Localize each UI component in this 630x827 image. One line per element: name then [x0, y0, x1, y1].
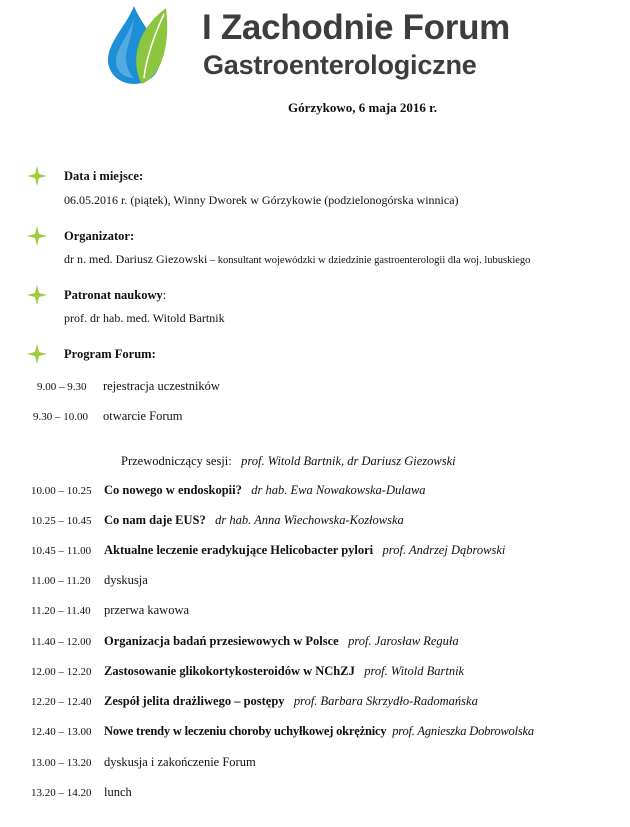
program-item-text: lunch — [104, 785, 132, 799]
organizer-name: dr n. med. Dariusz Giezowski — [64, 252, 208, 266]
section-heading-patronage — [64, 288, 166, 303]
date-location-line: Górzykowo, 6 maja 2016 r. — [287, 100, 437, 115]
page-title: I Zachodnie Forum — [202, 8, 510, 47]
session-chair-names: prof. Witold Bartnik, dr Dariusz Giezowski — [241, 454, 456, 468]
section-body-patronage: prof. dr hab. med. Witold Bartnik — [64, 311, 225, 325]
lecture-speaker: prof. Jarosław Reguła — [348, 634, 459, 648]
program-item — [104, 664, 464, 679]
patronage-heading-text: Patronat naukowy — [64, 288, 163, 302]
program-time: 9.00 – 9.30 — [37, 381, 87, 393]
program-time: 10.00 – 10.25 — [31, 485, 92, 497]
section-body-date-place: 06.05.2016 r. (piątek), Winny Dworek w Górzykowie (podzielonogórska winnica) — [64, 193, 459, 207]
star-bullet-icon — [27, 226, 47, 246]
program-time: 11.00 – 11.20 — [31, 575, 91, 587]
program-item — [104, 724, 534, 739]
patronage-heading-colon: : — [162, 288, 167, 302]
lecture-title: Co nam daje EUS? — [104, 513, 206, 527]
forum-logo — [104, 4, 170, 86]
lecture-title: Aktualne leczenie eradykujące Helicobacter pylori — [104, 543, 374, 557]
star-bullet-icon — [27, 166, 47, 186]
lecture-speaker: prof. Witold Bartnik — [364, 664, 465, 678]
lecture-title: Zastosowanie glikokortykosteroidów w NChZJ — [104, 664, 355, 678]
program-time: 12.20 – 12.40 — [31, 696, 92, 708]
session-chair-label: Przewodniczący sesji: — [121, 454, 232, 468]
program-time: 11.20 – 11.40 — [31, 605, 91, 617]
program-time: 10.25 – 10.45 — [31, 515, 92, 527]
star-bullet-icon — [27, 344, 47, 364]
lecture-title: Nowe trendy w leczeniu choroby uchyłkowej okrężnicy — [104, 724, 387, 738]
organizer-role: – konsultant wojewódzki w dziedzinie gastroenterologii dla woj. lubuskiego — [207, 255, 531, 266]
star-bullet-icon — [27, 285, 47, 305]
session-chair-line — [121, 454, 456, 469]
lecture-speaker: dr hab. Anna Wiechowska-Kozłowska — [215, 513, 404, 527]
program-item — [104, 694, 478, 709]
program-item — [104, 543, 505, 558]
lecture-speaker: prof. Agnieszka Dobrowolska — [392, 724, 534, 738]
program-item — [104, 634, 459, 649]
program-item — [104, 513, 404, 528]
section-heading-date-place: Data i miejsce: — [64, 169, 144, 183]
program-item-text: dyskusja — [104, 573, 148, 587]
program-time: 10.45 – 11.00 — [31, 545, 92, 557]
program-item-text: otwarcie Forum — [103, 409, 183, 423]
section-heading-program: Program Forum: — [64, 347, 156, 361]
program-time: 13.00 – 13.20 — [31, 757, 92, 769]
lecture-speaker: dr hab. Ewa Nowakowska-Dulawa — [251, 483, 426, 497]
page-subtitle-title: Gastroenterologiczne — [203, 50, 477, 80]
lecture-title: Zespół jelita drażliwego – postępy — [104, 694, 285, 708]
program-item-text: rejestracja uczestników — [103, 379, 220, 393]
program-time: 13.20 – 14.20 — [31, 787, 92, 799]
program-item-text: dyskusja i zakończenie Forum — [104, 755, 256, 769]
program-time: 12.40 – 13.00 — [31, 726, 92, 738]
program-time: 9.30 – 10.00 — [33, 411, 88, 423]
lecture-speaker: prof. Andrzej Dąbrowski — [382, 543, 506, 557]
program-time: 11.40 – 12.00 — [31, 636, 92, 648]
lecture-title: Co nowego w endoskopii? — [104, 483, 242, 497]
lecture-speaker: prof. Barbara Skrzydło-Radomańska — [293, 694, 478, 708]
program-item-text: przerwa kawowa — [104, 603, 190, 617]
section-body-organizer — [64, 252, 530, 267]
section-heading-organizer: Organizator: — [64, 229, 135, 243]
lecture-title: Organizacja badań przesiewowych w Polsce — [104, 634, 339, 648]
program-item — [104, 483, 426, 498]
program-time: 12.00 – 12.20 — [31, 666, 92, 678]
